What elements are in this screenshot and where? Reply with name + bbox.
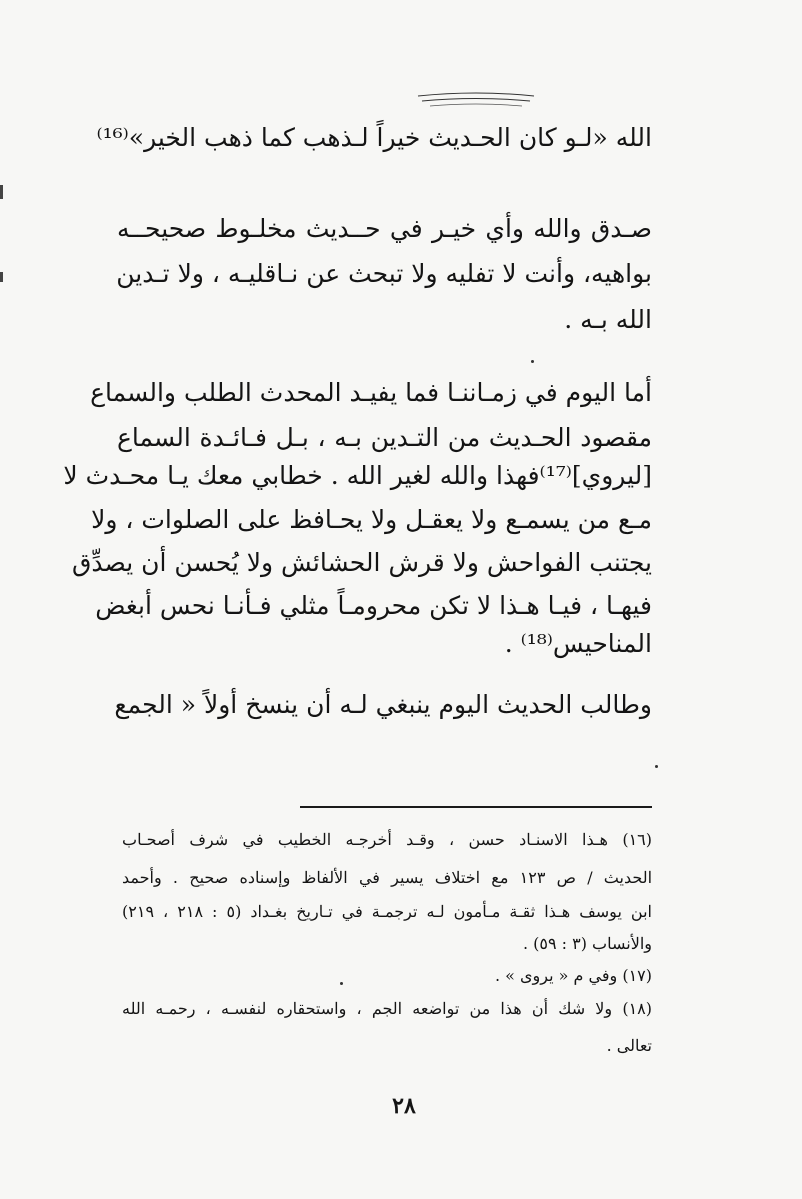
scan-edge-mark	[0, 185, 3, 199]
paragraph-line: مقصود الحـديث من التـدين بـه ، بـل فـائـدة السماع	[117, 423, 652, 452]
paragraph-line: وطالب الحديث اليوم ينبغي لـه أن ينسخ أولاً « الجمع	[114, 690, 652, 719]
footnote-line: ابن يوسف هـذا ثقـة مـأمون لـه ترجمـة في تـاريخ بغـداد (٥ : ٢١٨ ، ٢١٩)	[122, 902, 653, 921]
footnote-separator	[300, 806, 652, 808]
ink-speck	[340, 982, 343, 985]
footnote-line: (١٦) هـذا الاسنـاد حسن ، وقـد أخرجـه الخطيب في شرف أصحـاب	[122, 830, 652, 849]
paragraph-line: الله بـه .	[564, 305, 652, 334]
paragraph-line: صـدق والله وأي خيـر في حــديث مخلـوط صحيحــه	[117, 214, 652, 243]
ink-speck	[531, 360, 534, 363]
paragraph-line: فيهـا ، فيـا هـذا لا تكن محرومـاً مثلي فـأنـا نحس أبغض	[95, 591, 652, 620]
scan-edge-mark	[0, 272, 3, 282]
paragraph-line: مـع من يسمـع ولا يعقـل ولا يحـافظ على الصلوات ، ولا	[91, 505, 652, 534]
paragraph-line: المناحيس⁽¹⁸⁾ .	[504, 629, 652, 658]
footnote-line: (١٧) وفي م « يروى » .	[494, 966, 652, 985]
paragraph-line: أما اليوم في زمـاننـا فما يفيـد المحدث الطلب والسماع	[90, 378, 652, 407]
footnote-line: الحديث / ص ١٢٣ مع اختلاف يسير في الألفاظ وإسناده صحيح . وأحمد	[122, 868, 653, 887]
paragraph-line: بواهيه، وأنت لا تفليه ولا تبحث عن نـاقليـه ، ولا تـدين	[116, 259, 652, 288]
footnote-line: تعالى .	[606, 1036, 652, 1055]
ornamental-divider	[416, 88, 536, 110]
ink-speck	[655, 765, 658, 768]
footnote-line: والأنساب (٣ : ٥٩) .	[522, 934, 652, 953]
footnote-line: (١٨) ولا شك أن هذا من تواضعه الجم ، واستحقاره لنفسـه ، رحمـه الله	[122, 999, 652, 1018]
page-number: ٢٨	[392, 1093, 416, 1119]
paragraph-line: يجتنب الفواحش ولا قرش الحشائش ولا يُحسن أن يصدِّق	[72, 548, 652, 577]
quote-line: الله «لـو كان الحـديث خيراً لـذهب كما ذهب الخير»⁽¹⁶⁾	[96, 123, 652, 152]
paragraph-line: [ليروي]⁽¹⁷⁾فهذا والله لغير الله . خطابي معك يـا محـدث لا	[63, 461, 652, 490]
